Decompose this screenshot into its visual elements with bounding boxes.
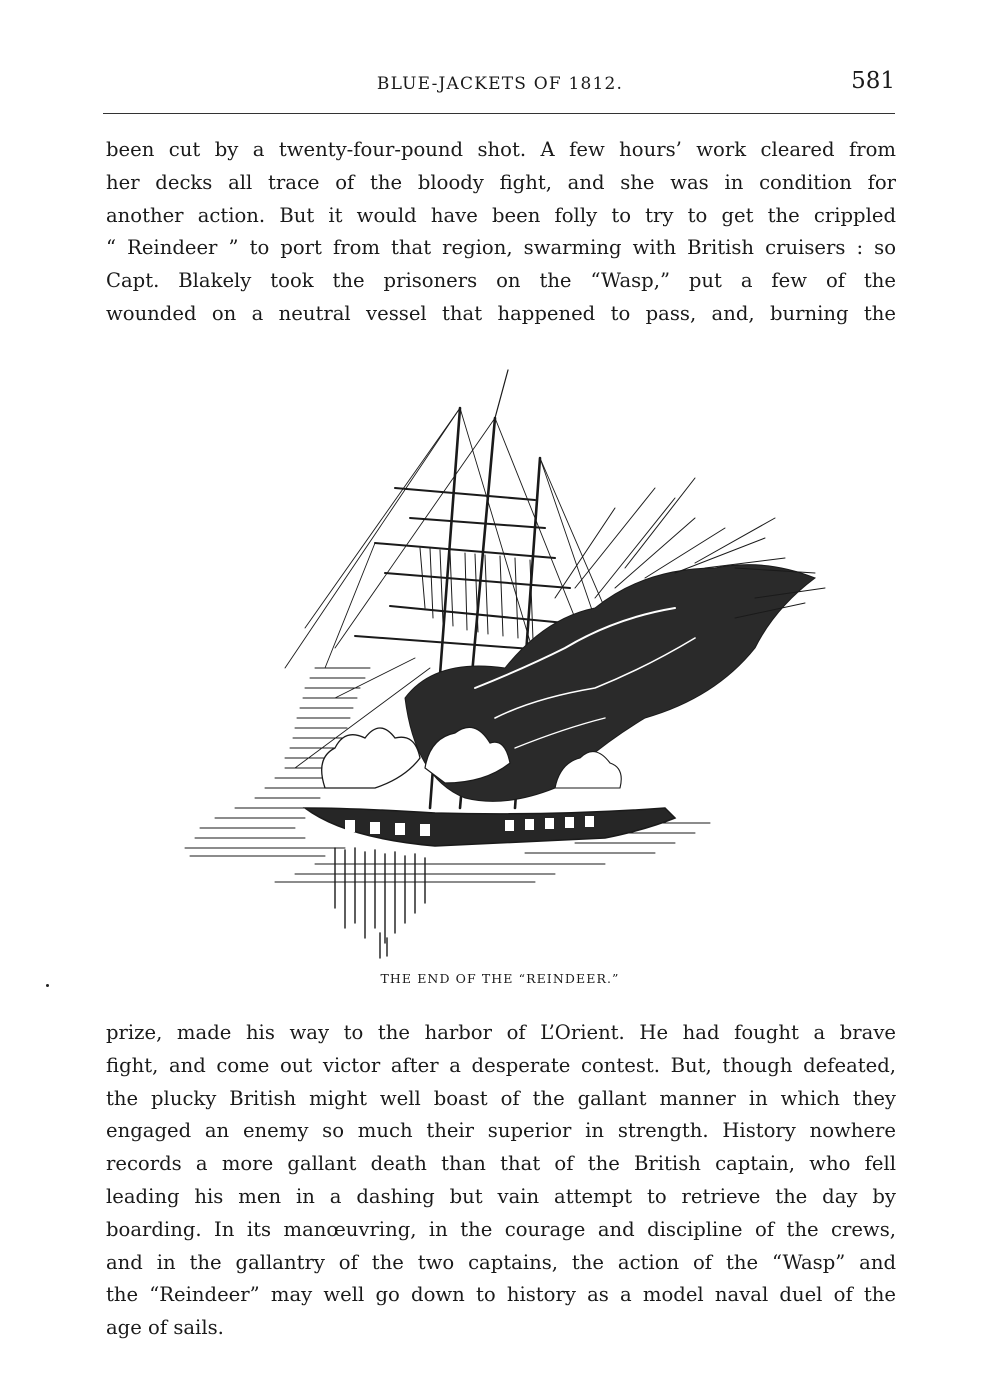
text-line: age of sails. bbox=[106, 1316, 224, 1340]
text-line: prize, made his way to the harbor of L’Orient. He had fought a brave bbox=[106, 1021, 896, 1044]
text-line: and in the gallantry of the two captains, the action of the “Wasp” and bbox=[106, 1250, 896, 1274]
burning-ship-illustration bbox=[175, 368, 835, 960]
text-line: Capt. Blakely took the prisoners on the “Wasp,” put a few of the bbox=[106, 269, 896, 293]
text-line: been cut by a twenty-four-pound shot. A few hours’ work cleared from bbox=[106, 138, 896, 161]
text-line: wounded on a neutral vessel that happened to pass, and, burning the bbox=[106, 301, 896, 325]
text-line: another action. But it would have been folly to try to get the crippled bbox=[106, 203, 896, 227]
text-line: fight, and come out victor after a desperate contest. But, though defeated, bbox=[106, 1053, 896, 1077]
text-line: engaged an enemy so much their superior in strength. History nowhere bbox=[106, 1119, 896, 1143]
page-number: 581 bbox=[851, 68, 895, 94]
text-line: “ Reindeer ” to port from that region, swarming with British cruisers : so bbox=[106, 236, 896, 260]
text-line: records a more gallant death than that of the British captain, who fell bbox=[106, 1152, 896, 1176]
text-line: boarding. In its manœuvring, in the courage and discipline of the crews, bbox=[106, 1217, 896, 1241]
header-rule bbox=[103, 113, 895, 114]
margin-mark bbox=[46, 984, 49, 987]
text-line: the plucky British might well boast of the gallant manner in which they bbox=[106, 1086, 896, 1110]
text-line: leading his men in a dashing but vain attempt to retrieve the day by bbox=[106, 1184, 896, 1208]
body-paragraph-top bbox=[106, 134, 896, 331]
running-title: BLUE-JACKETS OF 1812. bbox=[376, 74, 624, 94]
illustration-caption: THE END OF THE “REINDEER.” bbox=[380, 971, 620, 986]
text-line: the “Reindeer” may well go down to history as a model naval duel of the bbox=[106, 1283, 896, 1307]
text-line: her decks all trace of the bloody fight, and she was in condition for bbox=[106, 170, 896, 194]
body-paragraph-bottom bbox=[106, 1017, 896, 1345]
page-header bbox=[105, 66, 895, 100]
